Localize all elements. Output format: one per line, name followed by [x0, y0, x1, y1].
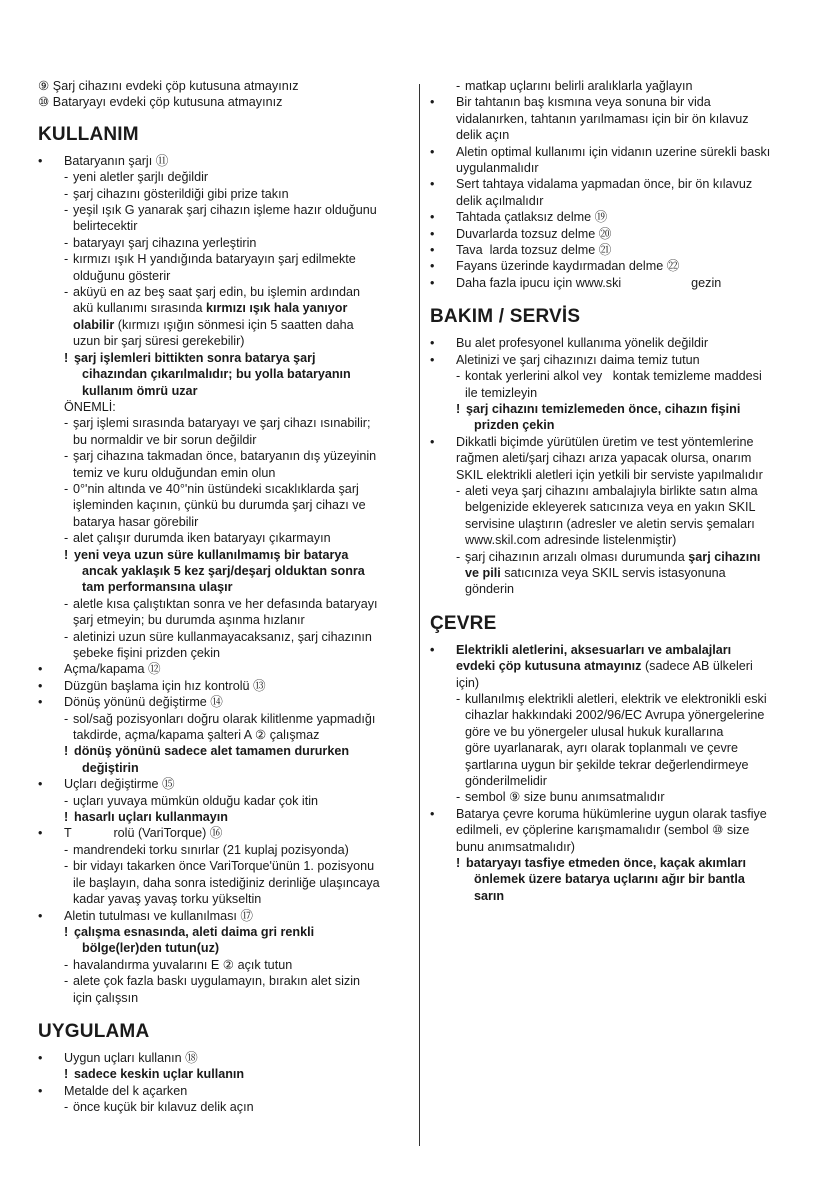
dash-text: aletinizi uzun süre kullanmayacaksanız, şarj cihazının	[73, 629, 372, 644]
continuation-line: SKIL elektrikli aletleri için yetkili bir serviste yapılmalıdır	[456, 467, 763, 482]
intro-line: ⑩ Bataryayı evdeki çöp kutusuna atmayınız	[38, 95, 283, 110]
bullet-item	[430, 258, 800, 274]
continuation-line: göre uyarlanarak, ayrı olarak toplanmalı ve çevre	[465, 741, 738, 756]
continuation-line: temiz ve kuru olduğundan emin olun	[73, 465, 276, 480]
continuation-line: uzun bir şarj süresi gerekebilir)	[73, 334, 245, 349]
bullet-item	[38, 678, 413, 694]
bullet-text: T rolü (VariTorque) ⑯	[64, 826, 223, 841]
dash-item	[38, 858, 413, 874]
continuation-line: rağmen aleti/şarj cihazı arıza yapacak olursa, onarım	[456, 451, 752, 466]
warning-item	[38, 1066, 413, 1082]
dash-marker: -	[64, 416, 69, 431]
bullet-text: Metalde del k açarken	[64, 1083, 188, 1098]
note-label: ÖNEMLİ:	[64, 399, 116, 414]
bullet-marker: •	[38, 777, 43, 792]
continuation-line: belirtecektir	[73, 219, 138, 234]
dash-item	[38, 169, 413, 185]
column-divider	[419, 84, 420, 1146]
bullet-item	[430, 94, 800, 110]
plain-text: akü kullanımı sırasında	[73, 301, 206, 316]
continuation-line	[430, 565, 800, 581]
bullet-text: Batarya çevre koruma hükümlerine uygun olarak tasfiye	[456, 806, 767, 821]
bullet-marker: •	[38, 826, 43, 841]
warning-item	[38, 743, 413, 759]
heading-cevre: ÇEVRE	[430, 612, 497, 634]
dash-marker: -	[456, 369, 461, 384]
dash-item	[430, 549, 800, 565]
warning-continuation: bölge(ler)den tutun(uz)	[82, 941, 220, 956]
bullet-marker: •	[430, 95, 435, 110]
warning-continuation: sarın	[474, 888, 505, 903]
continuation-line: www.skil.com adresinde listelenmiştir)	[465, 533, 677, 548]
dash-item	[38, 251, 413, 267]
dash-item	[430, 368, 800, 384]
bullet-marker: •	[430, 275, 435, 290]
bullet-item	[430, 434, 800, 450]
bullet-item	[38, 694, 413, 710]
bold-text: ve pili	[465, 565, 501, 580]
bullet-marker: •	[430, 434, 435, 449]
bullet-text: Aletinizi ve şarj cihazınızı daima temiz tutun	[456, 352, 700, 367]
dash-text: aküyü en az beş saat şarj edin, bu işlemin ardından	[73, 285, 361, 300]
warning-continuation: tam performansına ulaşır	[82, 580, 233, 595]
continuation-line: için çalışsın	[73, 990, 139, 1005]
dash-item	[38, 711, 413, 727]
dash-text: sol/sağ pozisyonları doğru olarak kilitlenme yapmadığı	[73, 711, 376, 726]
bullet-marker: •	[430, 177, 435, 192]
dash-marker: -	[64, 711, 69, 726]
bullet-text: Düzgün başlama için hız kontrolü ⑬	[64, 678, 266, 693]
continuation-line	[38, 317, 413, 333]
bullet-marker: •	[38, 695, 43, 710]
dash-item	[38, 957, 413, 973]
dash-text: mandrendeki torku sınırlar (21 kuplaj pozisyonda)	[73, 842, 349, 857]
dash-item	[38, 973, 413, 989]
bullet-item	[430, 275, 800, 291]
continuation-line: gönderilmelidir	[465, 774, 547, 789]
dash-item	[38, 530, 413, 546]
bullet-item	[430, 806, 800, 822]
bullet-marker: •	[430, 806, 435, 821]
bullet-item	[430, 335, 800, 351]
bullet-text: Bataryanın şarjı ⑪	[64, 153, 169, 168]
dash-text: yeni aletler şarjlı değildir	[73, 170, 209, 185]
bullet-item	[38, 153, 413, 169]
dash-text: matkap uçlarını belirli aralıklarla yağlayın	[465, 79, 693, 93]
bullet-item	[430, 242, 800, 258]
bullet-marker: •	[430, 226, 435, 241]
warning-marker: !	[64, 810, 69, 825]
dash-item	[38, 629, 413, 645]
heading-uygulama: UYGULAMA	[38, 1020, 150, 1042]
bold-text: kırmızı ışık hala yanıyor	[206, 301, 348, 316]
bullet-item	[38, 1050, 413, 1066]
warning-item	[430, 855, 800, 871]
dash-marker: -	[64, 531, 69, 546]
warning-text: çalışma esnasında, aleti daima gri renkli	[74, 924, 315, 939]
dash-marker: -	[456, 483, 461, 498]
dash-item	[430, 789, 800, 805]
warning-text: yeni veya uzun süre kullanılmamış bir batarya	[74, 547, 349, 562]
warning-item	[38, 924, 413, 940]
dash-marker: -	[64, 252, 69, 267]
continuation-line: ile temizleyin	[465, 385, 538, 400]
continuation-line: edilmeli, ev çöplerine karışmamalıdır (sembol ⑩ size	[456, 823, 750, 838]
bullet-marker: •	[430, 352, 435, 367]
dash-item	[38, 1099, 413, 1115]
dash-text: alet çalışır durumda iken bataryayı çıkarmayın	[73, 531, 331, 546]
bullet-item	[430, 176, 800, 192]
continuation-line: şebeke fişini prizden çekin	[73, 646, 221, 660]
dash-item	[38, 284, 413, 300]
warning-marker: !	[64, 744, 69, 759]
warning-item	[430, 401, 800, 417]
warning-text: dönüş yönünü sadece alet tamamen dururken	[74, 744, 350, 759]
warning-continuation: ancak yaklaşık 5 kez şarj/deşarj olduktan sonra	[82, 563, 365, 578]
bullet-item	[38, 908, 413, 924]
bullet-marker: •	[430, 336, 435, 351]
warning-marker: !	[64, 547, 69, 562]
dash-item	[38, 202, 413, 218]
bullet-item	[430, 226, 800, 242]
dash-text: kullanılmış elektrikli aletleri, elektrik ve elektronikli eski	[465, 692, 767, 706]
warning-marker: !	[456, 856, 461, 871]
warning-text: hasarlı uçları kullanmayın	[74, 810, 228, 825]
bullet-text: Dönüş yönünü değiştirme ⑭	[64, 695, 223, 710]
bullet-item	[38, 1083, 413, 1099]
warning-continuation: cihazından çıkarılmalıdır; bu yolla bataryanın	[82, 367, 351, 382]
bullet-item	[430, 352, 800, 368]
continuation-line: şartlarına uygun bir şekilde tekrar değerlendirmeye	[465, 757, 749, 772]
continuation-line: belgenizide ekleyerek satıcınıza veya en yakın SKIL	[465, 500, 756, 515]
warning-continuation: prizden çekin	[474, 418, 555, 433]
bullet-item	[430, 642, 800, 658]
continuation-line	[38, 300, 413, 316]
bullet-marker: •	[38, 908, 43, 923]
bold-text: olabilir	[73, 317, 115, 332]
continuation-line: vidalanırken, tahtanın yarılmaması için bir ön kılavuz	[456, 111, 749, 126]
dash-text: sembol ⑨ size bunu anımsatmalıdır	[465, 790, 665, 805]
continuation-line: şarj etmeyin; bu durumda aşınma hızlanır	[73, 613, 305, 628]
bullet-marker: •	[38, 153, 43, 168]
intro-line: ⑨ Şarj cihazını evdeki çöp kutusuna atmayınız	[38, 79, 299, 93]
bullet-item	[38, 825, 413, 841]
dash-marker: -	[456, 79, 461, 93]
continuation-line: kadar yavaş yavaş torku yükseltin	[73, 892, 262, 907]
bullet-text: Sert tahtaya vidalama yapmadan önce, bir ön kılavuz	[456, 177, 753, 192]
plain-text: (sadece AB ülkeleri	[641, 659, 753, 674]
warning-continuation: değiştirin	[82, 760, 139, 775]
bullet-marker: •	[430, 144, 435, 159]
continuation-line: batarya hasar görebilir	[73, 514, 199, 529]
bullet-marker: •	[38, 1050, 43, 1065]
bullet-text: Aletin tutulması ve kullanılması ⑰	[64, 908, 253, 923]
dash-text: şarj cihazına takmadan önce, bataryanın dış yüzeyinin	[73, 449, 377, 464]
dash-item	[430, 78, 800, 94]
bullet-text: Uygun uçları kullanın ⑱	[64, 1050, 198, 1065]
dash-item	[430, 691, 800, 707]
dash-item	[38, 842, 413, 858]
left-column	[38, 78, 413, 1116]
bullet-text: Uçları değiştirme ⑮	[64, 777, 175, 792]
bullet-item	[430, 209, 800, 225]
warning-marker: !	[64, 924, 69, 939]
continuation-line: işleminden kaçının, çünkü bu durumda şarj cihazı ve	[73, 498, 366, 513]
bullet-marker: •	[430, 243, 435, 258]
bullet-text: Tahtada çatlaksız delme ⑲	[456, 210, 608, 225]
bullet-text: Elektrikli aletlerini, aksesuarları ve ambalajları	[456, 642, 732, 657]
dash-text: şarj cihazını gösterildiği gibi prize takın	[73, 186, 289, 201]
dash-text: şarj işlemi sırasında bataryayı ve şarj cihazı ısınabilir;	[73, 416, 371, 431]
bullet-text: Fayans üzerinde kaydırmadan delme ㉒	[456, 259, 680, 274]
bullet-text: Daha fazla ipucu için www.ski gezin	[456, 275, 722, 290]
dash-marker: -	[64, 449, 69, 464]
bullet-marker: •	[38, 662, 43, 677]
dash-text: aletle kısa çalıştıktan sonra ve her defasında bataryayı	[73, 596, 378, 611]
dash-marker: -	[64, 842, 69, 857]
dash-marker: -	[64, 481, 69, 496]
bullet-marker: •	[38, 678, 43, 693]
continuation-line: bunu anımsatmalıdır)	[456, 839, 575, 854]
bullet-item	[38, 776, 413, 792]
warning-marker: !	[64, 350, 69, 365]
warning-text: sadece keskin uçlar kullanın	[74, 1067, 245, 1082]
warning-text: bataryayı tasfiye etmeden önce, kaçak akımları	[466, 856, 747, 871]
bullet-text: Bir tahtanın baş kısmına veya sonuna bir vida	[456, 95, 711, 110]
continuation-line: için)	[456, 675, 480, 690]
continuation-line: delik açın	[456, 128, 510, 143]
dash-marker: -	[64, 859, 69, 874]
continuation-line: ile başlayın, daha sonra istediğiniz derinliğe ulaşıncaya	[73, 875, 380, 890]
dash-marker: -	[64, 285, 69, 300]
continuation-line	[430, 658, 800, 674]
dash-text: uçları yuvaya mümkün olduğu kadar çok itin	[73, 793, 319, 808]
dash-marker: -	[456, 790, 461, 805]
dash-marker: -	[456, 549, 461, 564]
continuation-line: göre ve bu yönergeler ulusal hukuk kurallarına	[465, 724, 724, 739]
continuation-line: cihazlar hakkındaki 2002/96/EC Avrupa yönergelerine	[465, 708, 765, 723]
warning-text: şarj cihazını temizlemeden önce, cihazın fişini	[466, 401, 741, 416]
bullet-text: Bu alet profesyonel kullanıma yönelik değildir	[456, 336, 709, 351]
heading-kullanim: KULLANIM	[38, 123, 139, 145]
dash-marker: -	[64, 203, 69, 218]
warning-item	[38, 350, 413, 366]
bullet-text: Dikkatli biçimde yürütülen üretim ve test yöntemlerine	[456, 434, 754, 449]
dash-text: 0°'nin altında ve 40°'nin üstündeki sıcaklıklarda şarj	[73, 481, 359, 496]
dash-marker: -	[64, 596, 69, 611]
dash-text: bir vidayı takarken önce VariTorque'ünün 1. pozisyonu	[73, 859, 375, 874]
continuation-line: takdirde, açma/kapama şalteri A ② çalışmaz	[73, 728, 320, 743]
dash-marker: -	[64, 235, 69, 250]
bullet-marker: •	[38, 1083, 43, 1098]
bullet-marker: •	[430, 642, 435, 657]
dash-marker: -	[64, 1100, 69, 1115]
dash-marker: -	[64, 974, 69, 989]
warning-continuation: önlemek üzere batarya uçlarını ağır bir bantla	[474, 872, 745, 887]
dash-text: aleti veya şarj cihazını ambalajıyla birlikte satın alma	[465, 483, 758, 498]
warning-item	[38, 547, 413, 563]
bold-text: evdeki çöp kutusuna atmayınız	[456, 659, 642, 674]
continuation-line: delik açılmalıdır	[456, 193, 544, 208]
dash-item	[38, 415, 413, 431]
bold-text: şarj cihazını	[688, 549, 761, 564]
dash-text	[456, 549, 760, 565]
continuation-line: bu normaldir ve bir sorun değildir	[73, 432, 257, 447]
dash-text: kırmızı ışık H yandığında bataryayın şarj edilmekte	[73, 252, 356, 267]
dash-item	[38, 448, 413, 464]
dash-text: alete çok fazla baskı uygulamayın, bırakın alet sizin	[73, 974, 361, 989]
bullet-marker: •	[430, 210, 435, 225]
dash-marker: -	[64, 170, 69, 185]
dash-item	[38, 481, 413, 497]
dash-marker: -	[64, 957, 69, 972]
dash-item	[38, 186, 413, 202]
heading-bakim-servis: BAKIM / SERVİS	[430, 306, 581, 328]
continuation-line: uygulanmalıdır	[456, 161, 539, 176]
right-column	[430, 78, 800, 904]
warning-text: şarj işlemleri bittikten sonra batarya şarj	[74, 350, 316, 365]
continuation-line: servisine ulaştırın (adresler ve aletin servis şemaları	[465, 516, 755, 531]
warning-item	[38, 809, 413, 825]
dash-item	[38, 235, 413, 251]
dash-marker: -	[64, 793, 69, 808]
dash-marker: -	[456, 692, 461, 706]
dash-marker: -	[64, 186, 69, 201]
bullet-item	[430, 144, 800, 160]
continuation-line: gönderin	[465, 582, 515, 597]
dash-text: bataryayı şarj cihazına yerleştirin	[73, 235, 257, 250]
dash-item	[430, 483, 800, 499]
warning-marker: !	[64, 1067, 69, 1082]
dash-text: kontak yerlerini alkol vey kontak temizleme maddesi	[465, 369, 762, 384]
dash-marker: -	[64, 629, 69, 644]
plain-text: (kırmızı ışığın sönmesi için 5 saatten daha	[114, 317, 354, 332]
warning-continuation: kullanım ömrü uzar	[82, 383, 198, 398]
dash-item	[38, 596, 413, 612]
warning-marker: !	[456, 401, 461, 416]
bullet-marker: •	[430, 259, 435, 274]
bullet-text: Açma/kapama ⑫	[64, 662, 161, 677]
dash-text: yeşil ışık G yanarak şarj cihazın işleme hazır olduğunu	[73, 203, 377, 218]
continuation-line: olduğunu gösterir	[73, 268, 171, 283]
dash-text: önce kuçük bir kılavuz delik açın	[73, 1100, 254, 1115]
plain-text: şarj cihazının arızalı olması durumunda	[465, 549, 689, 564]
bullet-text: Duvarlarda tozsuz delme ⑳	[456, 226, 612, 241]
dash-text: havalandırma yuvalarını E ② açık tutun	[73, 957, 293, 972]
dash-item	[38, 793, 413, 809]
bullet-text: Aletin optimal kullanımı için vidanın uzerine sürekli baskı	[456, 144, 771, 159]
plain-text: satıcınıza veya SKIL servis istasyonuna	[500, 565, 726, 580]
bullet-text: Tava larda tozsuz delme ㉑	[456, 243, 612, 258]
bullet-item	[38, 661, 413, 677]
